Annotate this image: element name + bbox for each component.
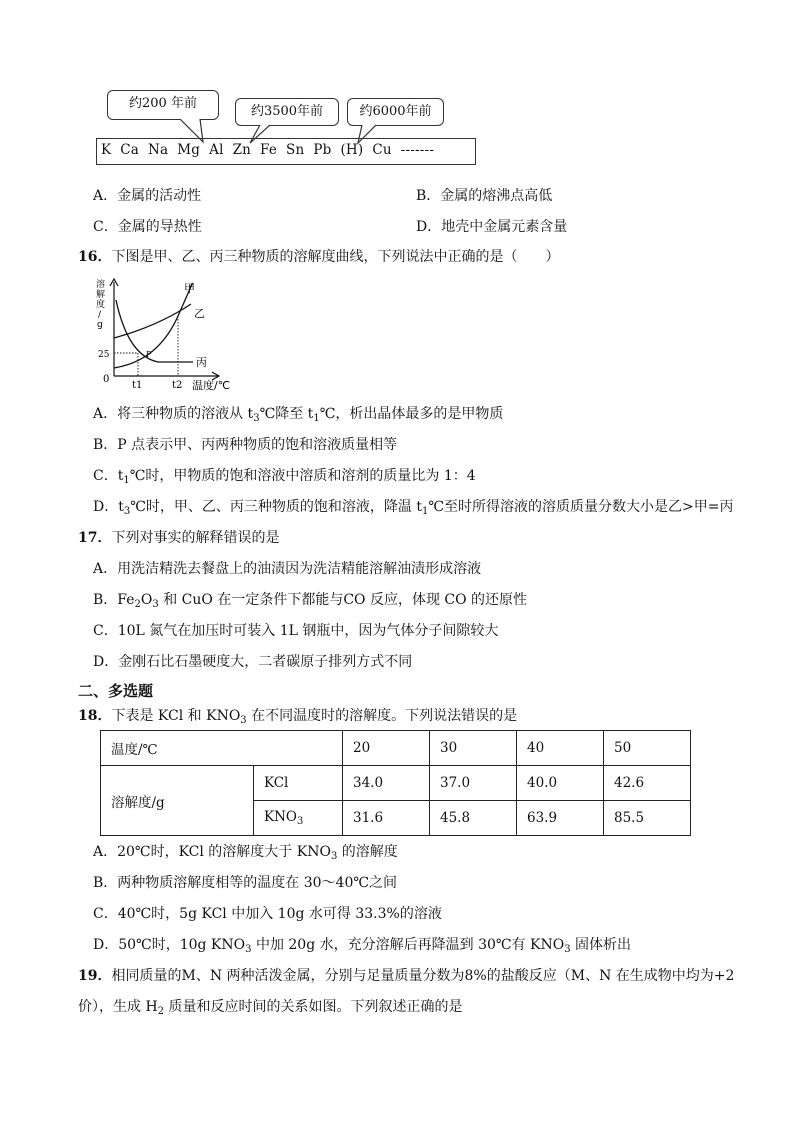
q16-option-c xyxy=(93,466,476,491)
subscript: 3 xyxy=(240,715,247,726)
text: 中加 20g 水，充分溶解后再降温到 30℃有 KNO xyxy=(251,937,565,953)
q15-option-a: A．金属的活动性 xyxy=(93,188,202,204)
graph-origin: 0 xyxy=(103,374,110,385)
graph-ylabel-1: 溶 xyxy=(96,280,106,290)
table-cell: 34.0 xyxy=(343,766,430,801)
q15-option-c: C．金属的导热性 xyxy=(93,219,202,235)
table-row-label-kno3 xyxy=(254,801,343,836)
graph-xlabel: 温度/℃ xyxy=(192,379,231,392)
text: 价），生成 H xyxy=(78,999,158,1015)
label-t2: t2 xyxy=(172,380,183,391)
q18-option-d xyxy=(93,935,631,960)
q18-option-c: C．40℃时，5g KCl 中加入 10g 水可得 33.3%的溶液 xyxy=(93,906,442,922)
table-cell: 63.9 xyxy=(517,801,604,836)
table-header-temp: 温度/℃ xyxy=(101,731,343,766)
text: O xyxy=(140,592,153,608)
table-cell: 50 xyxy=(604,731,691,766)
q19-stem-line2 xyxy=(78,997,463,1022)
text: D．50℃时，10g KNO xyxy=(93,937,246,953)
q16-stem xyxy=(78,247,559,267)
question-number: 16． xyxy=(78,249,112,265)
table-cell: 40 xyxy=(517,731,604,766)
text: ℃降至 t xyxy=(259,406,314,422)
text: A．20℃时，KCl 的溶解度大于 KNO xyxy=(93,844,331,860)
q17-stem-text: 下列对事实的解释错误的是 xyxy=(111,530,280,546)
graph-ylabel-5: g xyxy=(97,320,103,330)
text: ℃时，甲物质的饱和溶液中溶质和溶剂的质量比为 1：4 xyxy=(129,468,476,484)
subscript: 3 xyxy=(152,599,159,610)
text: ℃时，甲、乙、丙三种物质的饱和溶液，降温 t xyxy=(130,499,422,515)
subscript: 3 xyxy=(564,944,571,955)
text: B．Fe xyxy=(93,592,135,608)
q17-option-b xyxy=(93,590,527,615)
question-number: 17． xyxy=(78,530,112,546)
q17-option-d: D．金刚石比石墨硬度大，二者碳原子排列方式不同 xyxy=(93,654,413,670)
bubble-3500-years: 约3500年前 xyxy=(235,98,339,126)
subscript: 3 xyxy=(245,944,252,955)
subscript: 2 xyxy=(157,1006,165,1017)
table-cell: 42.6 xyxy=(604,766,691,801)
question-number: 19． xyxy=(78,968,112,984)
bubble-6000-years: 约6000年前 xyxy=(347,98,444,126)
text: A．将三种物质的溶液从 t xyxy=(93,406,254,422)
q17-option-a: A．用洗洁精洗去餐盘上的油渍因为洗洁精能溶解油渍形成溶液 xyxy=(93,561,482,577)
label-jia: 甲 xyxy=(184,282,195,295)
q17-option-c: C．10L 氮气在加压时可装入 1L 钢瓶中，因为气体分子间隙较大 xyxy=(93,623,499,639)
label-t1: t1 xyxy=(132,380,143,391)
table-cell: 85.5 xyxy=(604,801,691,836)
table-cell: 20 xyxy=(343,731,430,766)
q15-option-b: B．金属的熔沸点高低 xyxy=(416,188,553,204)
metal-series-text: K Ca Na Mg Al Zn Fe Sn Pb (H) Cu ------- xyxy=(101,142,435,158)
q15-option-d: D．地壳中金属元素含量 xyxy=(416,219,568,235)
curve-yi xyxy=(114,304,191,338)
text: 在不同温度时的溶解度。下列说法错误的是 xyxy=(246,708,518,724)
q19-stem-line1 xyxy=(78,966,734,986)
text: KNO xyxy=(264,809,297,825)
text: 下表是 KCl 和 KNO xyxy=(111,708,241,724)
subscript: 3 xyxy=(123,506,131,517)
text: C．t xyxy=(93,468,124,484)
curve-jia xyxy=(114,283,192,368)
text: 质量和反应时间的关系如图。下列叙述正确的是 xyxy=(164,999,463,1015)
graph-y25: 25 xyxy=(98,350,110,360)
bubble-200-years: 约200 年前 xyxy=(107,90,219,120)
text: 固体析出 xyxy=(570,937,632,953)
subscript: 1 xyxy=(123,475,130,486)
table-cell: 31.6 xyxy=(343,801,430,836)
q19-stem-text: 相同质量的M、N 两种活泼金属，分别与足量质量分数为8%的盐酸反应（M、N 在生成物中均为+2 xyxy=(111,968,735,984)
text: ℃至时所得溶液的溶质质量分数大小是乙>甲=丙 xyxy=(428,499,734,515)
table-cell: 37.0 xyxy=(430,766,517,801)
table-cell: 30 xyxy=(430,731,517,766)
label-p: P xyxy=(146,350,152,359)
solubility-table xyxy=(100,730,691,836)
subscript: 1 xyxy=(313,413,320,424)
q18-option-b: B．两种物质溶解度相等的温度在 30～40℃之间 xyxy=(93,875,398,891)
graph-ylabel-4: / xyxy=(98,310,102,320)
table-row-label-kcl: KCl xyxy=(254,766,343,801)
table-row xyxy=(101,731,691,766)
section-heading-multiple-choice: 二、多选题 xyxy=(78,682,154,700)
text: ℃，析出晶体最多的是甲物质 xyxy=(319,406,504,422)
q16-option-b: B．P 点表示甲、丙两种物质的饱和溶液质量相等 xyxy=(93,437,398,453)
subscript: 3 xyxy=(296,816,304,827)
text: 的溶解度 xyxy=(337,844,398,860)
label-yi: 乙 xyxy=(194,307,205,320)
subscript: 2 xyxy=(134,599,141,610)
graph-ylabel-2: 解 xyxy=(96,290,106,300)
q18-option-a xyxy=(93,842,398,867)
q16-option-d xyxy=(93,497,733,522)
table-cell: 45.8 xyxy=(430,801,517,836)
solubility-curve-graph xyxy=(88,276,248,394)
subscript: 3 xyxy=(330,851,338,862)
text: D．t xyxy=(93,499,124,515)
table-cell: 40.0 xyxy=(517,766,604,801)
subscript: 1 xyxy=(421,506,429,517)
table-row xyxy=(101,766,691,801)
q17-stem xyxy=(78,528,279,548)
subscript: 3 xyxy=(253,413,260,424)
label-bing: 丙 xyxy=(196,356,207,369)
metal-series-box xyxy=(96,138,476,165)
graph-ylabel-3: 度 xyxy=(96,300,106,310)
q16-stem-text: 下图是甲、乙、丙三种物质的溶解度曲线，下列说法中正确的是（ ） xyxy=(111,249,560,265)
q18-stem xyxy=(78,706,517,731)
question-number: 18． xyxy=(78,708,112,724)
text: 和 CuO 在一定条件下都能与CO 反应，体现 CO 的还原性 xyxy=(158,592,528,608)
table-header-solubility: 溶解度/g xyxy=(101,766,254,836)
q16-option-a xyxy=(93,404,503,429)
